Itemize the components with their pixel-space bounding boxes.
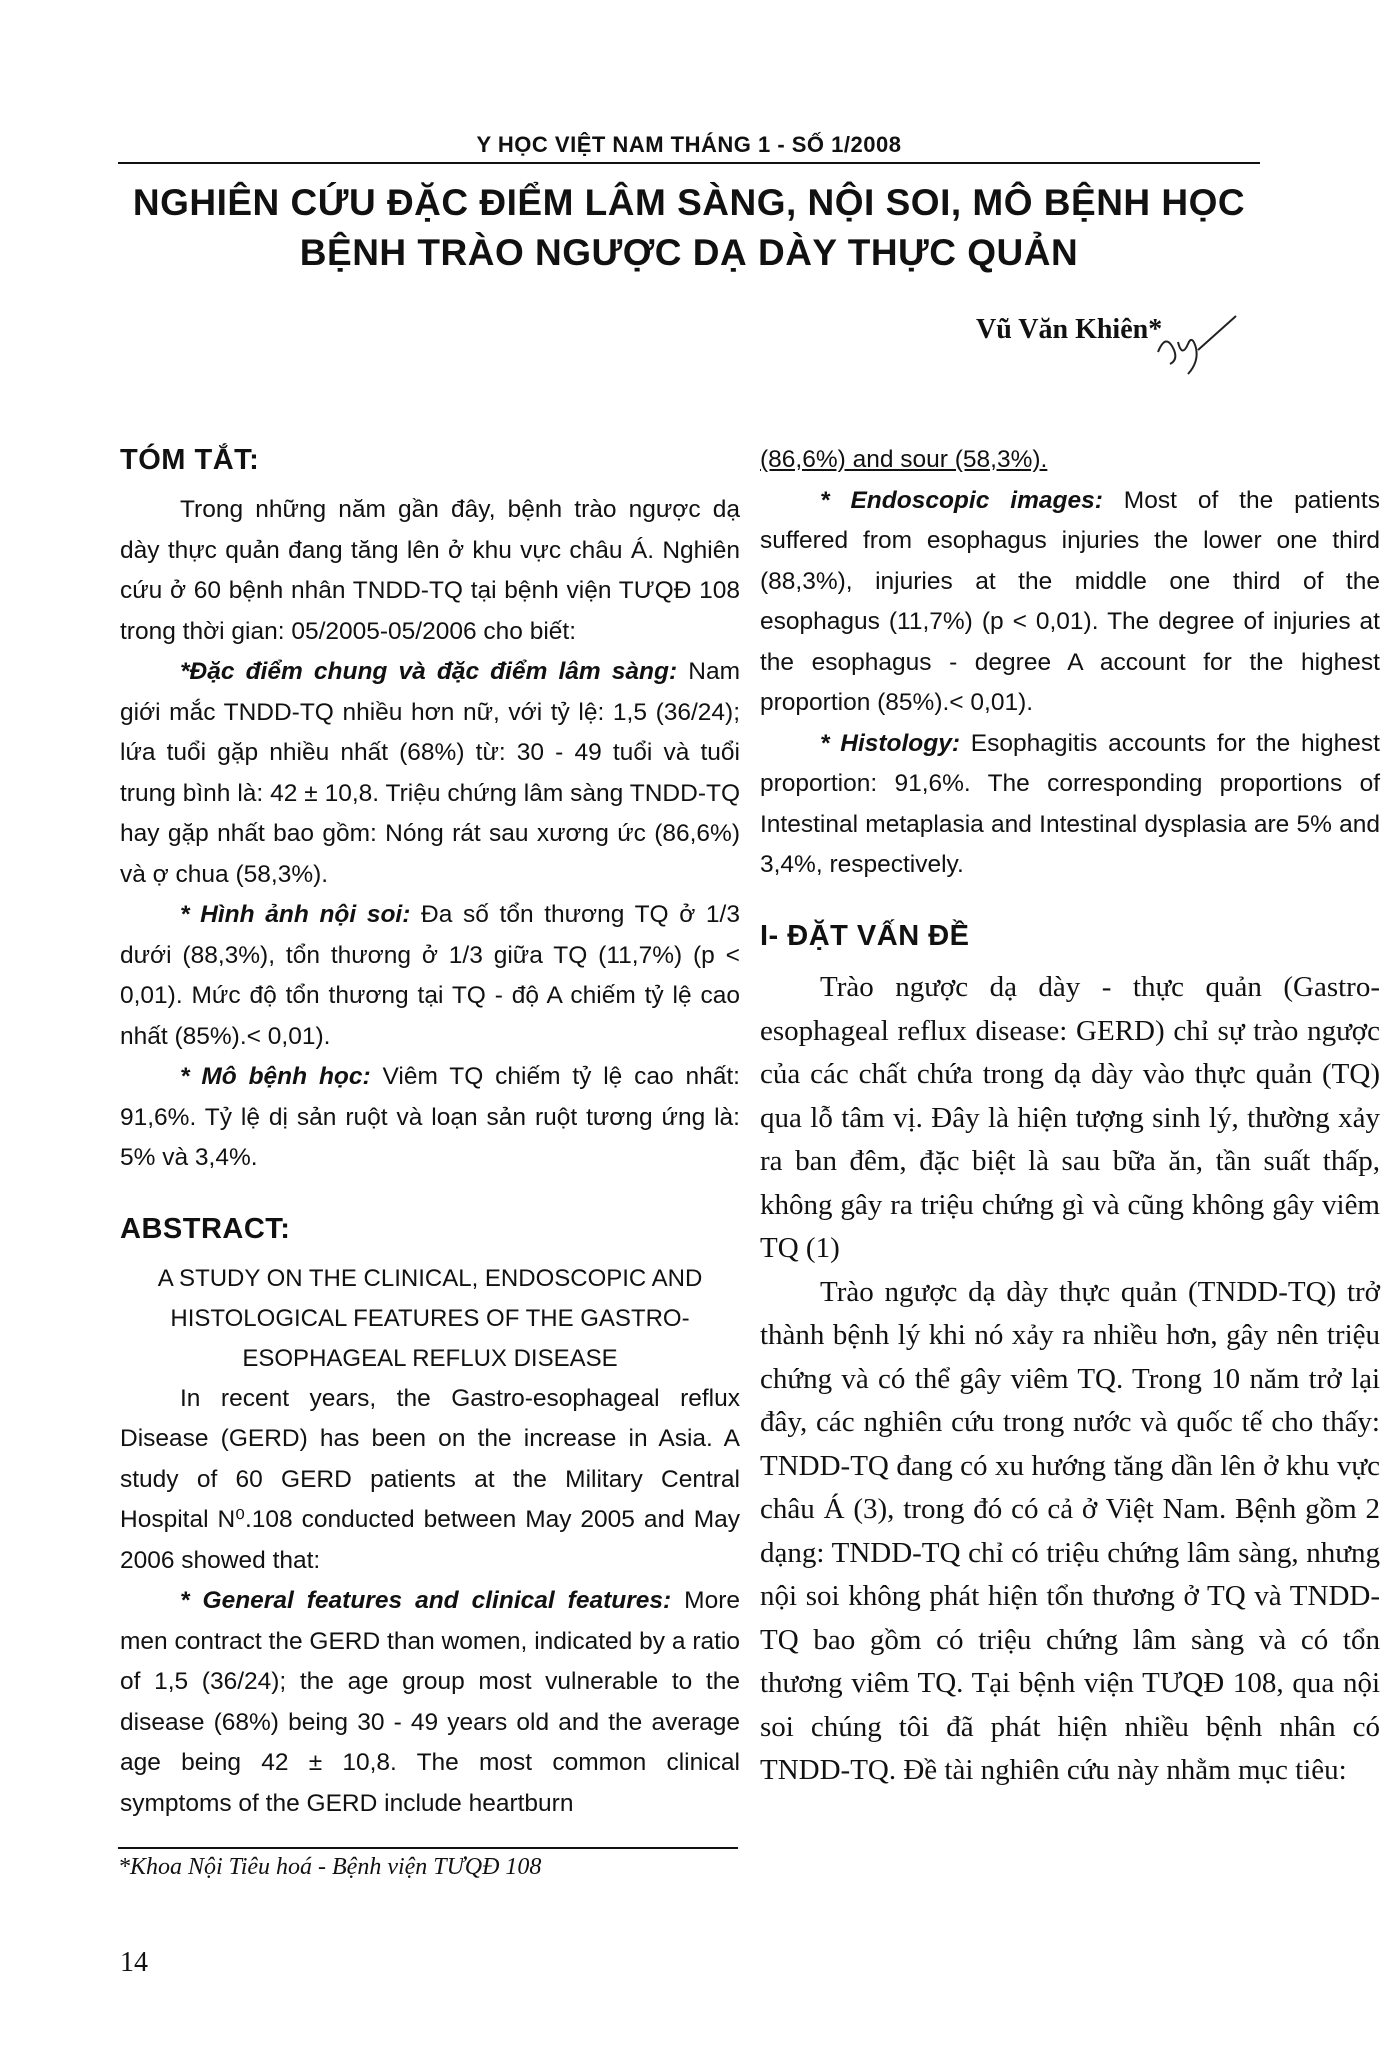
section-1-paragraph-1: Trào ngược dạ dày - thực quản (Gastro-esophageal reflux disease: GERD) chỉ sự trào ngược của các chất chứa trong dạ dày vào thực quản (TQ) qua lỗ tâm vị. Đây là hiện tượng sinh lý, thường xảy ra ban đêm, đặc biệt là sau bữa ăn, tần suất thấp, không gây ra triệu chứng gì và cũng không gây viêm TQ (1) bbox=[760, 971, 1380, 1264]
summary-endoscopy-lead: * Hình ảnh nội soi: bbox=[180, 901, 411, 928]
abstract-heading: ABSTRACT: bbox=[120, 1212, 291, 1245]
abstract-endoscopy-lead: * Endoscopic images: bbox=[820, 486, 1103, 514]
abstract-endoscopy-text: Most of the patients suffered from esophagus injuries the lower one third (88,3%), injuries at the middle one third of the esophagus (11,7%) (p < 0,01). The degree of injuries at the esophagus - degree A account for the highest proportion (85%).< 0,01). bbox=[760, 486, 1380, 716]
title-line-2: BỆNH TRÀO NGƯỢC DẠ DÀY THỰC QUẢN bbox=[299, 232, 1079, 273]
abstract-clinical-text: More men contract the GERD than women, indicated by a ratio of 1,5 (36/24); the age group most vulnerable to the disease (68%) being 30 - 49 years old and the average age being 42 ± 10,8. The most common clinical symptoms of the GERD include heartburn bbox=[120, 1587, 740, 1817]
abstract-clinical-continued: (86,6%) and sour (58,3%). bbox=[760, 446, 1048, 473]
title-line-1: NGHIÊN CỨU ĐẶC ĐIỂM LÂM SÀNG, NỘI SOI, MÔ BỆNH HỌC bbox=[132, 182, 1246, 223]
summary-clinical-lead: *Đặc điểm chung và đặc điểm lâm sàng: bbox=[180, 658, 678, 685]
abstract-clinical-lead: * General features and clinical features: bbox=[180, 1587, 672, 1614]
summary-heading: TÓM TẮT: bbox=[120, 444, 260, 476]
article-title bbox=[118, 178, 1260, 278]
abstract-intro: In recent years, the Gastro-esophageal reflux Disease (GERD) has been on the increase in Asia. A study of 60 GERD patients at the Military Central Hospital N⁰.108 conducted between May 2005 and May 2006 showed that: bbox=[120, 1384, 740, 1574]
abstract-title-line-1: A STUDY ON THE CLINICAL, ENDOSCOPIC AND bbox=[157, 1264, 703, 1292]
abstract-title-line-2: HISTOLOGICAL FEATURES OF THE GASTRO- bbox=[170, 1304, 690, 1332]
abstract-title bbox=[120, 1259, 740, 1379]
footnote-divider bbox=[118, 1847, 738, 1849]
abstract-clinical bbox=[120, 1581, 740, 1824]
abstract-endoscopy bbox=[760, 481, 1380, 724]
abstract-histology-lead: * Histology: bbox=[820, 729, 961, 757]
section-1-heading: I- ĐẶT VẤN ĐỀ bbox=[760, 919, 970, 952]
summary-histology-text: Viêm TQ chiếm tỷ lệ cao nhất: 91,6%. Tỷ lệ dị sản ruột và loạn sản ruột tương ứng là: 5% và 3,4%. bbox=[120, 1063, 740, 1171]
summary-clinical bbox=[120, 652, 740, 895]
section-1-body bbox=[760, 966, 1380, 1793]
abstract-histology-text: Esophagitis accounts for the highest proportion: 91,6%. The corresponding proportions of Intestinal metaplasia and Intestinal dysplasia are 5% and 3,4%, respectively. bbox=[760, 729, 1380, 878]
journal-header: Y HỌC VIỆT NAM THÁNG 1 - SỐ 1/2008 bbox=[118, 132, 1260, 164]
summary-endoscopy bbox=[120, 895, 740, 1057]
abstract-histology bbox=[760, 724, 1380, 886]
left-column bbox=[120, 440, 740, 1824]
summary-histology bbox=[120, 1057, 740, 1179]
author-name: Vũ Văn Khiên* bbox=[976, 314, 1163, 345]
page-number: 14 bbox=[120, 1947, 148, 1978]
handwritten-signature bbox=[1150, 312, 1240, 382]
summary-intro: Trong những năm gần đây, bệnh trào ngược dạ dày thực quản đang tăng lên ở khu vực châu Á. Nghiên cứu ở 60 bệnh nhân TNDD-TQ tại bệnh viện TƯQĐ 108 trong thời gian: 05/2005-05/2006 cho biết: bbox=[120, 496, 740, 645]
summary-endoscopy-text: Đa số tổn thương TQ ở 1/3 dưới (88,3%), tổn thương ở 1/3 giữa TQ (11,7%) (p < 0,01). Mức độ tổn thương tại TQ - độ A chiếm tỷ lệ cao nhất (85%).< 0,01). bbox=[120, 901, 740, 1050]
footnote: *Khoa Nội Tiêu hoá - Bệnh viện TƯQĐ 108 bbox=[118, 1854, 542, 1880]
summary-clinical-text: Nam giới mắc TNDD-TQ nhiều hơn nữ, với tỷ lệ: 1,5 (36/24); lứa tuổi gặp nhiều nhất (68%) từ: 30 - 49 tuổi và tuổi trung bình là: 42 ± 10,8. Triệu chứng lâm sàng TNDD-TQ hay gặp nhất bao gồm: Nóng rát sau xương ức (86,6%) và ợ chua (58,3%). bbox=[120, 658, 740, 888]
abstract-title-line-3: ESOPHAGEAL REFLUX DISEASE bbox=[242, 1344, 618, 1372]
right-column bbox=[760, 440, 1380, 1793]
section-1-paragraph-2: Trào ngược dạ dày thực quản (TNDD-TQ) trở thành bệnh lý khi nó xảy ra nhiều hơn, gây nên triệu chứng và có thể gây viêm TQ. Trong 10 năm trở lại đây, các nghiên cứu trong nước và quốc tế cho thấy: TNDD-TQ đang có xu hướng tăng dần lên ở khu vực châu Á (3), trong đó có cả ở Việt Nam. Bệnh gồm 2 dạng: TNDD-TQ chỉ có triệu chứng lâm sàng, nhưng nội soi không phát hiện tổn thương ở TQ và TNDD-TQ bao gồm có triệu chứng lâm sàng và có tổn thương viêm TQ. Tại bệnh viện TƯQĐ 108, qua nội soi chúng tôi đã phát hiện nhiều bệnh nhân có TNDD-TQ. Đề tài nghiên cứu này nhằm mục tiêu: bbox=[760, 1275, 1380, 1786]
summary-histology-lead: * Mô bệnh học: bbox=[180, 1063, 371, 1090]
